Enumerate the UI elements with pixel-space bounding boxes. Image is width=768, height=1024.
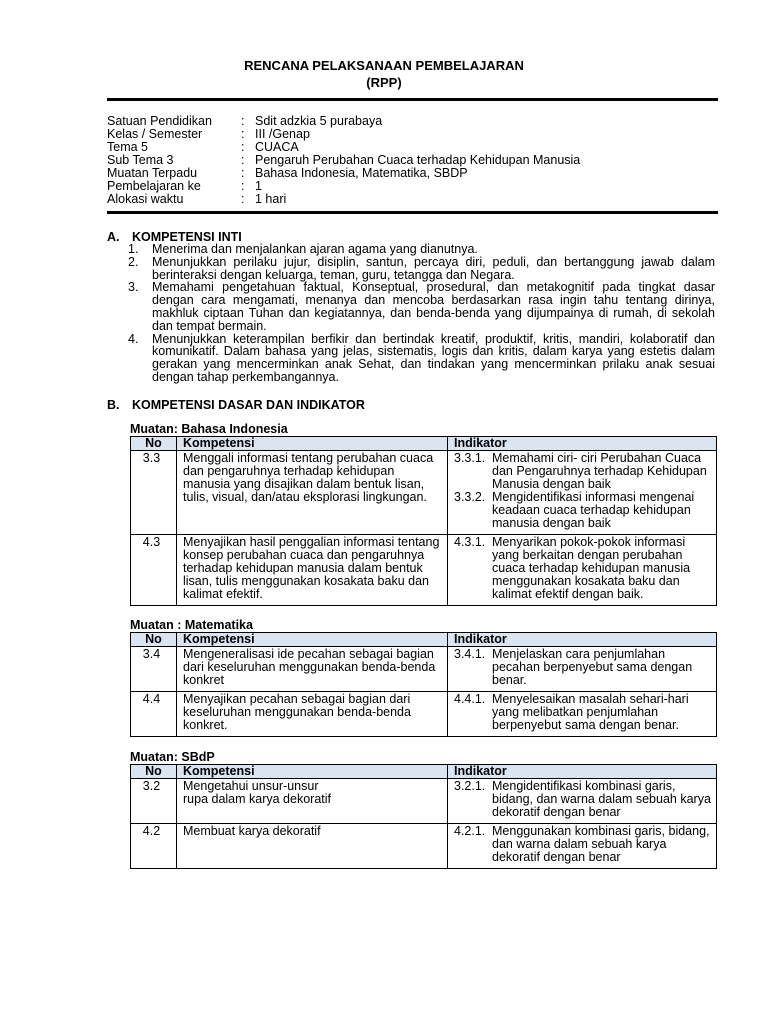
document-title: RENCANA PELAKSANAAN PEMBELAJARAN: [244, 58, 524, 73]
section-title: KOMPETENSI DASAR DAN INDIKATOR: [132, 398, 365, 412]
kd-table-matematika: [130, 632, 717, 737]
row-no: 3.4: [131, 647, 177, 692]
section-letter: B.: [107, 398, 120, 412]
identity-label: Satuan Pendidikan: [107, 114, 212, 128]
indikator-code: 3.3.2.: [454, 490, 486, 504]
kd-table-sbdp: [130, 764, 717, 869]
col-kompetensi: Kompetensi: [177, 437, 448, 451]
kd-table-bahasa-indonesia: [130, 436, 717, 606]
indikator-item: [454, 693, 712, 732]
identity-colon: :: [241, 114, 245, 128]
row-no: 3.3: [131, 451, 177, 535]
identity-value: Bahasa Indonesia, Matematika, SBDP: [255, 166, 468, 180]
item-text: Memahami pengetahuan faktual, Konseptual, prosedural, dan metakognitif pada tingkat dasar dengan cara mengamati, menanya dan mencoba berdasarkan rasa ingin tahu tentang dirinya, makhluk ciptaan Tuhan dan kegiatannya, dan benda-benda yang dijumpainya di rumah, di sekolah dan tempat bermain.: [152, 280, 715, 333]
indikator-item: [454, 825, 712, 864]
table-row: [131, 535, 717, 606]
identity-value: CUACA: [255, 140, 299, 154]
col-no: No: [131, 765, 177, 779]
indikator-code: 4.3.1.: [454, 535, 486, 549]
col-indikator: Indikator: [448, 633, 717, 647]
identity-colon: :: [241, 127, 245, 141]
row-indikator: [448, 535, 717, 606]
table-row: [131, 692, 717, 737]
identity-colon: :: [241, 166, 245, 180]
indikator-text: Menjelaskan cara penjumlahan pecahan berpenyebut sama dengan benar.: [492, 647, 693, 687]
col-kompetensi: Kompetensi: [177, 765, 448, 779]
identity-colon: :: [241, 179, 245, 193]
indikator-item: [454, 648, 712, 687]
item-text: Menunjukkan perilaku jujur, disiplin, santun, percaya diri, peduli, dan bertanggung jawab dalam berinteraksi dengan keluarga, teman, guru, tetangga dan Negara.: [152, 254, 715, 282]
table-row: [131, 647, 717, 692]
row-kompetensi: Menyajikan pecahan sebagai bagian dari keseluruhan menggunakan benda-benda konkret.: [177, 692, 448, 737]
identity-label: Muatan Terpadu: [107, 166, 198, 180]
row-indikator: [448, 451, 717, 535]
section-letter: A.: [107, 230, 120, 244]
identity-label: Kelas / Semester: [107, 127, 203, 141]
row-no: 4.2: [131, 824, 177, 869]
muatan-title-matematika: Muatan : Matematika: [130, 618, 253, 632]
identity-value: 1: [255, 179, 262, 193]
indikator-text: Mengidentifikasi informasi mengenai keadaan cuaca terhadap kehidupan manusia dengan baik: [492, 490, 695, 530]
identity-colon: :: [241, 153, 245, 167]
item-number: 2.: [128, 254, 139, 269]
bottom-rule: [107, 211, 718, 214]
identity-label: Tema 5: [107, 140, 148, 154]
row-indikator: [448, 692, 717, 737]
indikator-text: Menyelesaikan masalah sehari-hari yang melibatkan penjumlahan berpenyebut sama dengan benar.: [492, 692, 689, 732]
row-no: 4.3: [131, 535, 177, 606]
table-header: [131, 437, 717, 451]
indikator-item: [454, 536, 712, 601]
list-item: [128, 281, 715, 332]
indikator-code: 3.4.1.: [454, 647, 486, 661]
list-item: [128, 256, 715, 282]
indikator-code: 4.4.1.: [454, 692, 486, 706]
indikator-code: 4.2.1.: [454, 824, 486, 838]
identity-label: Alokasi waktu: [107, 192, 184, 206]
row-indikator: [448, 647, 717, 692]
indikator-code: 3.2.1.: [454, 779, 486, 793]
table-header: [131, 765, 717, 779]
indikator-text: Memahami ciri- ciri Perubahan Cuaca dan Pengaruhnya terhadap Kehidupan Manusia dengan baik: [492, 451, 707, 491]
col-indikator: Indikator: [448, 765, 717, 779]
table-header: [131, 633, 717, 647]
top-rule: [107, 98, 718, 101]
muatan-title-bahasa-indonesia: Muatan: Bahasa Indonesia: [130, 422, 288, 436]
indikator-item: [454, 491, 712, 530]
item-number: 4.: [128, 331, 139, 346]
row-kompetensi: Menggali informasi tentang perubahan cuaca dan pengaruhnya terhadap kehidupan manusia yang disajikan dalam bentuk lisan, tulis, visual, dan/atau eksplorasi lingkungan.: [177, 451, 448, 535]
row-indikator: [448, 824, 717, 869]
indikator-text: Menggunakan kombinasi garis, bidang, dan warna dalam sebuah karya dekoratif dengan benar: [492, 824, 710, 864]
row-indikator: [448, 779, 717, 824]
row-kompetensi: Mengeneralisasi ide pecahan sebagai bagian dari keseluruhan menggunakan benda-benda konkret: [177, 647, 448, 692]
table-row: [131, 824, 717, 869]
col-no: No: [131, 633, 177, 647]
identity-label: Sub Tema 3: [107, 153, 174, 167]
row-kompetensi: Menyajikan hasil penggalian informasi tentang konsep perubahan cuaca dan pengaruhnya terhadap kehidupan manusia dalam bentuk lisan, tulis menggunakan kosakata baku dan kalimat efektif.: [177, 535, 448, 606]
row-no: 4.4: [131, 692, 177, 737]
indikator-item: [454, 452, 712, 491]
identity-value: 1 hari: [255, 192, 287, 206]
section-b-heading: [107, 398, 365, 412]
item-number: 3.: [128, 280, 139, 295]
row-kompetensi: Mengetahui unsur-unsur rupa dalam karya dekoratif: [177, 779, 448, 824]
indikator-text: Menyarikan pokok-pokok informasi yang berkaitan dengan perubahan cuaca terhadap kehidupan manusia menggunakan kosakata baku dan kalimat efektif dengan baik.: [492, 535, 691, 601]
identity-value: Sdit adzkia 5 purabaya: [255, 114, 383, 128]
identity-colon: :: [241, 140, 245, 154]
col-kompetensi: Kompetensi: [177, 633, 448, 647]
indikator-text: Mengidentifikasi kombinasi garis, bidang, dan warna dalam sebuah karya dekoratif dengan benar: [492, 779, 711, 819]
list-item: [128, 333, 715, 384]
indikator-code: 3.3.1.: [454, 451, 486, 465]
identity-colon: :: [241, 192, 245, 206]
identity-value: Pengaruh Perubahan Cuaca terhadap Kehidupan Manusia: [255, 153, 581, 167]
item-text: Menunjukkan keterampilan berfikir dan bertindak kreatif, produktif, kritis, mandiri, kolaboratif dan komunikatif. Dalam bahasa yang jelas, sistematis, logis dan kritis, dalam karya yang estetis dalam gerakan yang mencerminkan anak Sehat, dan tindakan yang mencerminkan prilaku anak sesuai dengan tahap perkembangannya.: [152, 331, 715, 384]
kompetensi-inti-list: [128, 243, 715, 384]
table-row: [131, 779, 717, 824]
row-kompetensi: Membuat karya dekoratif: [177, 824, 448, 869]
document-subtitle: (RPP): [366, 75, 402, 90]
identity-label: Pembelajaran ke: [107, 179, 201, 193]
section-title: KOMPETENSI INTI: [132, 230, 242, 244]
col-no: No: [131, 437, 177, 451]
col-indikator: Indikator: [448, 437, 717, 451]
item-number: 1.: [128, 242, 139, 256]
muatan-title-sbdp: Muatan: SBdP: [130, 750, 215, 764]
indikator-item: [454, 780, 712, 819]
row-no: 3.2: [131, 779, 177, 824]
identity-value: III /Genap: [255, 127, 310, 141]
item-text: Menerima dan menjalankan ajaran agama yang dianutnya.: [152, 242, 478, 256]
table-row: [131, 451, 717, 535]
